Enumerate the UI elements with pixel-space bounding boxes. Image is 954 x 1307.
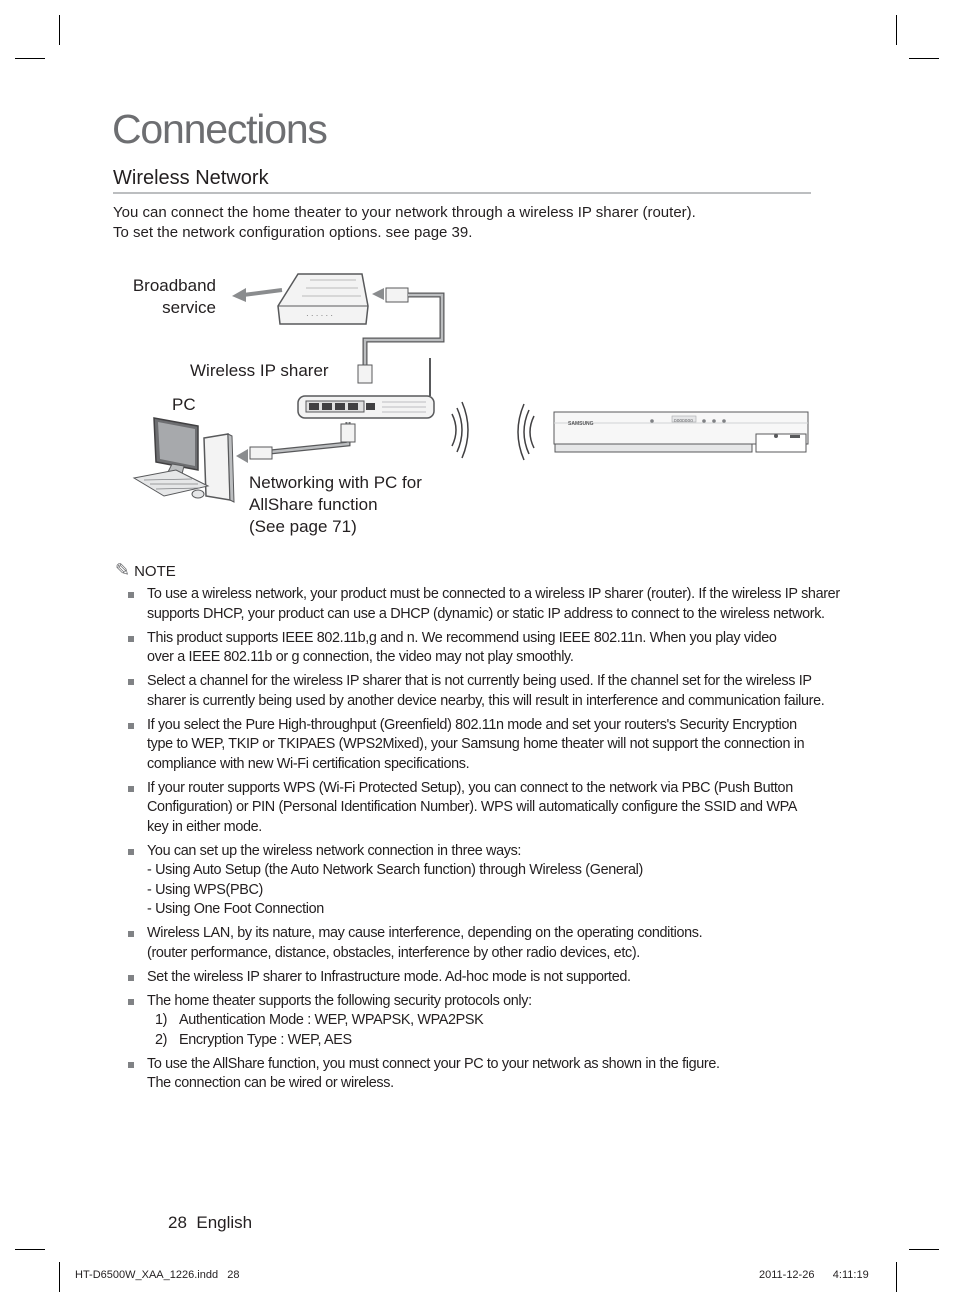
note-line: This product supports IEEE 802.11b,g and n. We recommend using IEEE 802.11n. When you play video [147, 629, 777, 646]
note-item [126, 1055, 816, 1094]
note-item [126, 585, 840, 624]
pc-label: PC [172, 395, 196, 414]
note-line: If you select the Pure High-throughput (Greenfield) 802.11n mode and set your routers's Security Encryption [147, 716, 797, 733]
broadband-service-label: Broadband service [132, 276, 216, 317]
crop-mark [896, 15, 897, 45]
square-bullet-icon [128, 592, 134, 598]
note-line: - Using One Foot Connection [147, 901, 324, 917]
note-line: Set the wireless IP sharer to Infrastructure mode. Ad-hoc mode is not supported. [147, 968, 631, 985]
note-line: To use a wireless network, your product must be connected to a wireless IP sharer (router). If the wireless IP sharer [147, 586, 840, 602]
note-line: Wireless LAN, by its nature, may cause interference, depending on the operating conditions. [147, 925, 703, 941]
note-line: supports DHCP, your product can use a DHCP (dynamic) or static IP address to connect to the wireless network. [147, 605, 825, 622]
broadband-arrow-icon [232, 288, 282, 302]
wireless-ip-sharer-label: Wireless IP sharer [190, 361, 329, 380]
player-display-text: DOODOOO [674, 419, 693, 424]
crop-mark [59, 15, 60, 45]
wifi-signal-icon [452, 402, 468, 458]
crop-mark [909, 1249, 939, 1250]
note-line: sharer is currently being used by another device nearby, this will result in interference and communication failure. [147, 692, 825, 709]
svg-text:· · · · · ·: · · · · · · [306, 311, 334, 320]
crop-mark [909, 58, 939, 59]
note-item [126, 842, 816, 920]
square-bullet-icon [128, 931, 134, 937]
cable-router-pc [236, 422, 355, 463]
note-item [126, 968, 816, 988]
note-line: You can set up the wireless network connection in three ways: [147, 842, 522, 859]
square-bullet-icon [128, 636, 134, 642]
note-line: - Using WPS(PBC) [147, 881, 263, 898]
square-bullet-icon [128, 679, 134, 685]
intro-line: You can connect the home theater to your network through a wireless IP sharer (router). [113, 204, 696, 221]
note-list [126, 585, 840, 1098]
modem-icon [278, 274, 368, 324]
note-line: - Using Auto Setup (the Auto Network Search function) through Wireless (General) [147, 862, 643, 878]
intro-paragraph [113, 203, 696, 243]
footer-language: 28 English [168, 1213, 253, 1232]
note-line: type to WEP, TKIP or TKIPAES (WPS2Mixed), your Samsung home theater will not support the connection in [147, 736, 805, 752]
note-sub-item: 2) Encryption Type : WEP, AES [155, 1031, 352, 1048]
note-line: Configuration) or PIN (Personal Identification Number). WPS will automatically configure the SSID and WPA [147, 799, 798, 815]
home-theater-player-icon [554, 412, 808, 452]
crop-mark [896, 1262, 897, 1292]
square-bullet-icon [128, 999, 134, 1005]
crop-mark [15, 1249, 45, 1250]
section-divider [113, 192, 811, 194]
square-bullet-icon [128, 975, 134, 981]
square-bullet-icon [128, 786, 134, 792]
crop-mark [15, 58, 45, 59]
square-bullet-icon [128, 723, 134, 729]
networking-pc-label: Networking with PC for AllShare function (See page 71) [249, 473, 422, 536]
note-item [126, 924, 816, 963]
note-sub-item: 1) Authentication Mode : WEP, WPAPSK, WPA2PSK [155, 1012, 484, 1028]
wifi-signal-icon [518, 404, 534, 460]
note-line: The home theater supports the following security protocols only: [147, 992, 532, 1009]
player-brand-text: SAMSUNG [568, 421, 594, 427]
note-item [126, 629, 816, 668]
note-item [126, 716, 816, 775]
see-page-reference: (See page 71) [249, 517, 357, 536]
square-bullet-icon [128, 849, 134, 855]
crop-mark [59, 1262, 60, 1292]
note-line: over a IEEE 802.11b or g connection, the video may not play smoothly. [147, 649, 574, 665]
note-line: Select a channel for the wireless IP sharer that is not currently being used. If the channel set for the wireless IP [147, 673, 812, 689]
note-item [126, 672, 825, 711]
page-title: Connections [112, 106, 327, 152]
note-item [126, 992, 816, 1051]
note-line: To use the AllShare function, you must connect your PC to your network as shown in the figure. [147, 1055, 720, 1072]
note-line: compliance with new Wi-Fi certification specifications. [147, 755, 470, 772]
note-heading: ✎ NOTE [115, 560, 176, 580]
pc-icon [134, 418, 234, 502]
section-heading: Wireless Network [113, 167, 269, 189]
print-slug-file: HT-D6500W_XAA_1226.indd 28 [75, 1269, 240, 1281]
print-slug-timestamp: 2011-12-26 4:11:19 [759, 1269, 869, 1281]
square-bullet-icon [128, 1062, 134, 1068]
note-line: The connection can be wired or wireless. [147, 1075, 394, 1091]
pencil-icon: ✎ [115, 560, 131, 580]
note-line: If your router supports WPS (Wi-Fi Protected Setup), you can connect to the network via PBC (Push Button [147, 779, 793, 796]
note-line: (router performance, distance, obstacles, interference by other radio devices, etc). [147, 944, 640, 961]
note-line: key in either mode. [147, 818, 262, 835]
note-item [126, 779, 816, 838]
intro-line: To set the network configuration options. see page 39. [113, 224, 473, 241]
